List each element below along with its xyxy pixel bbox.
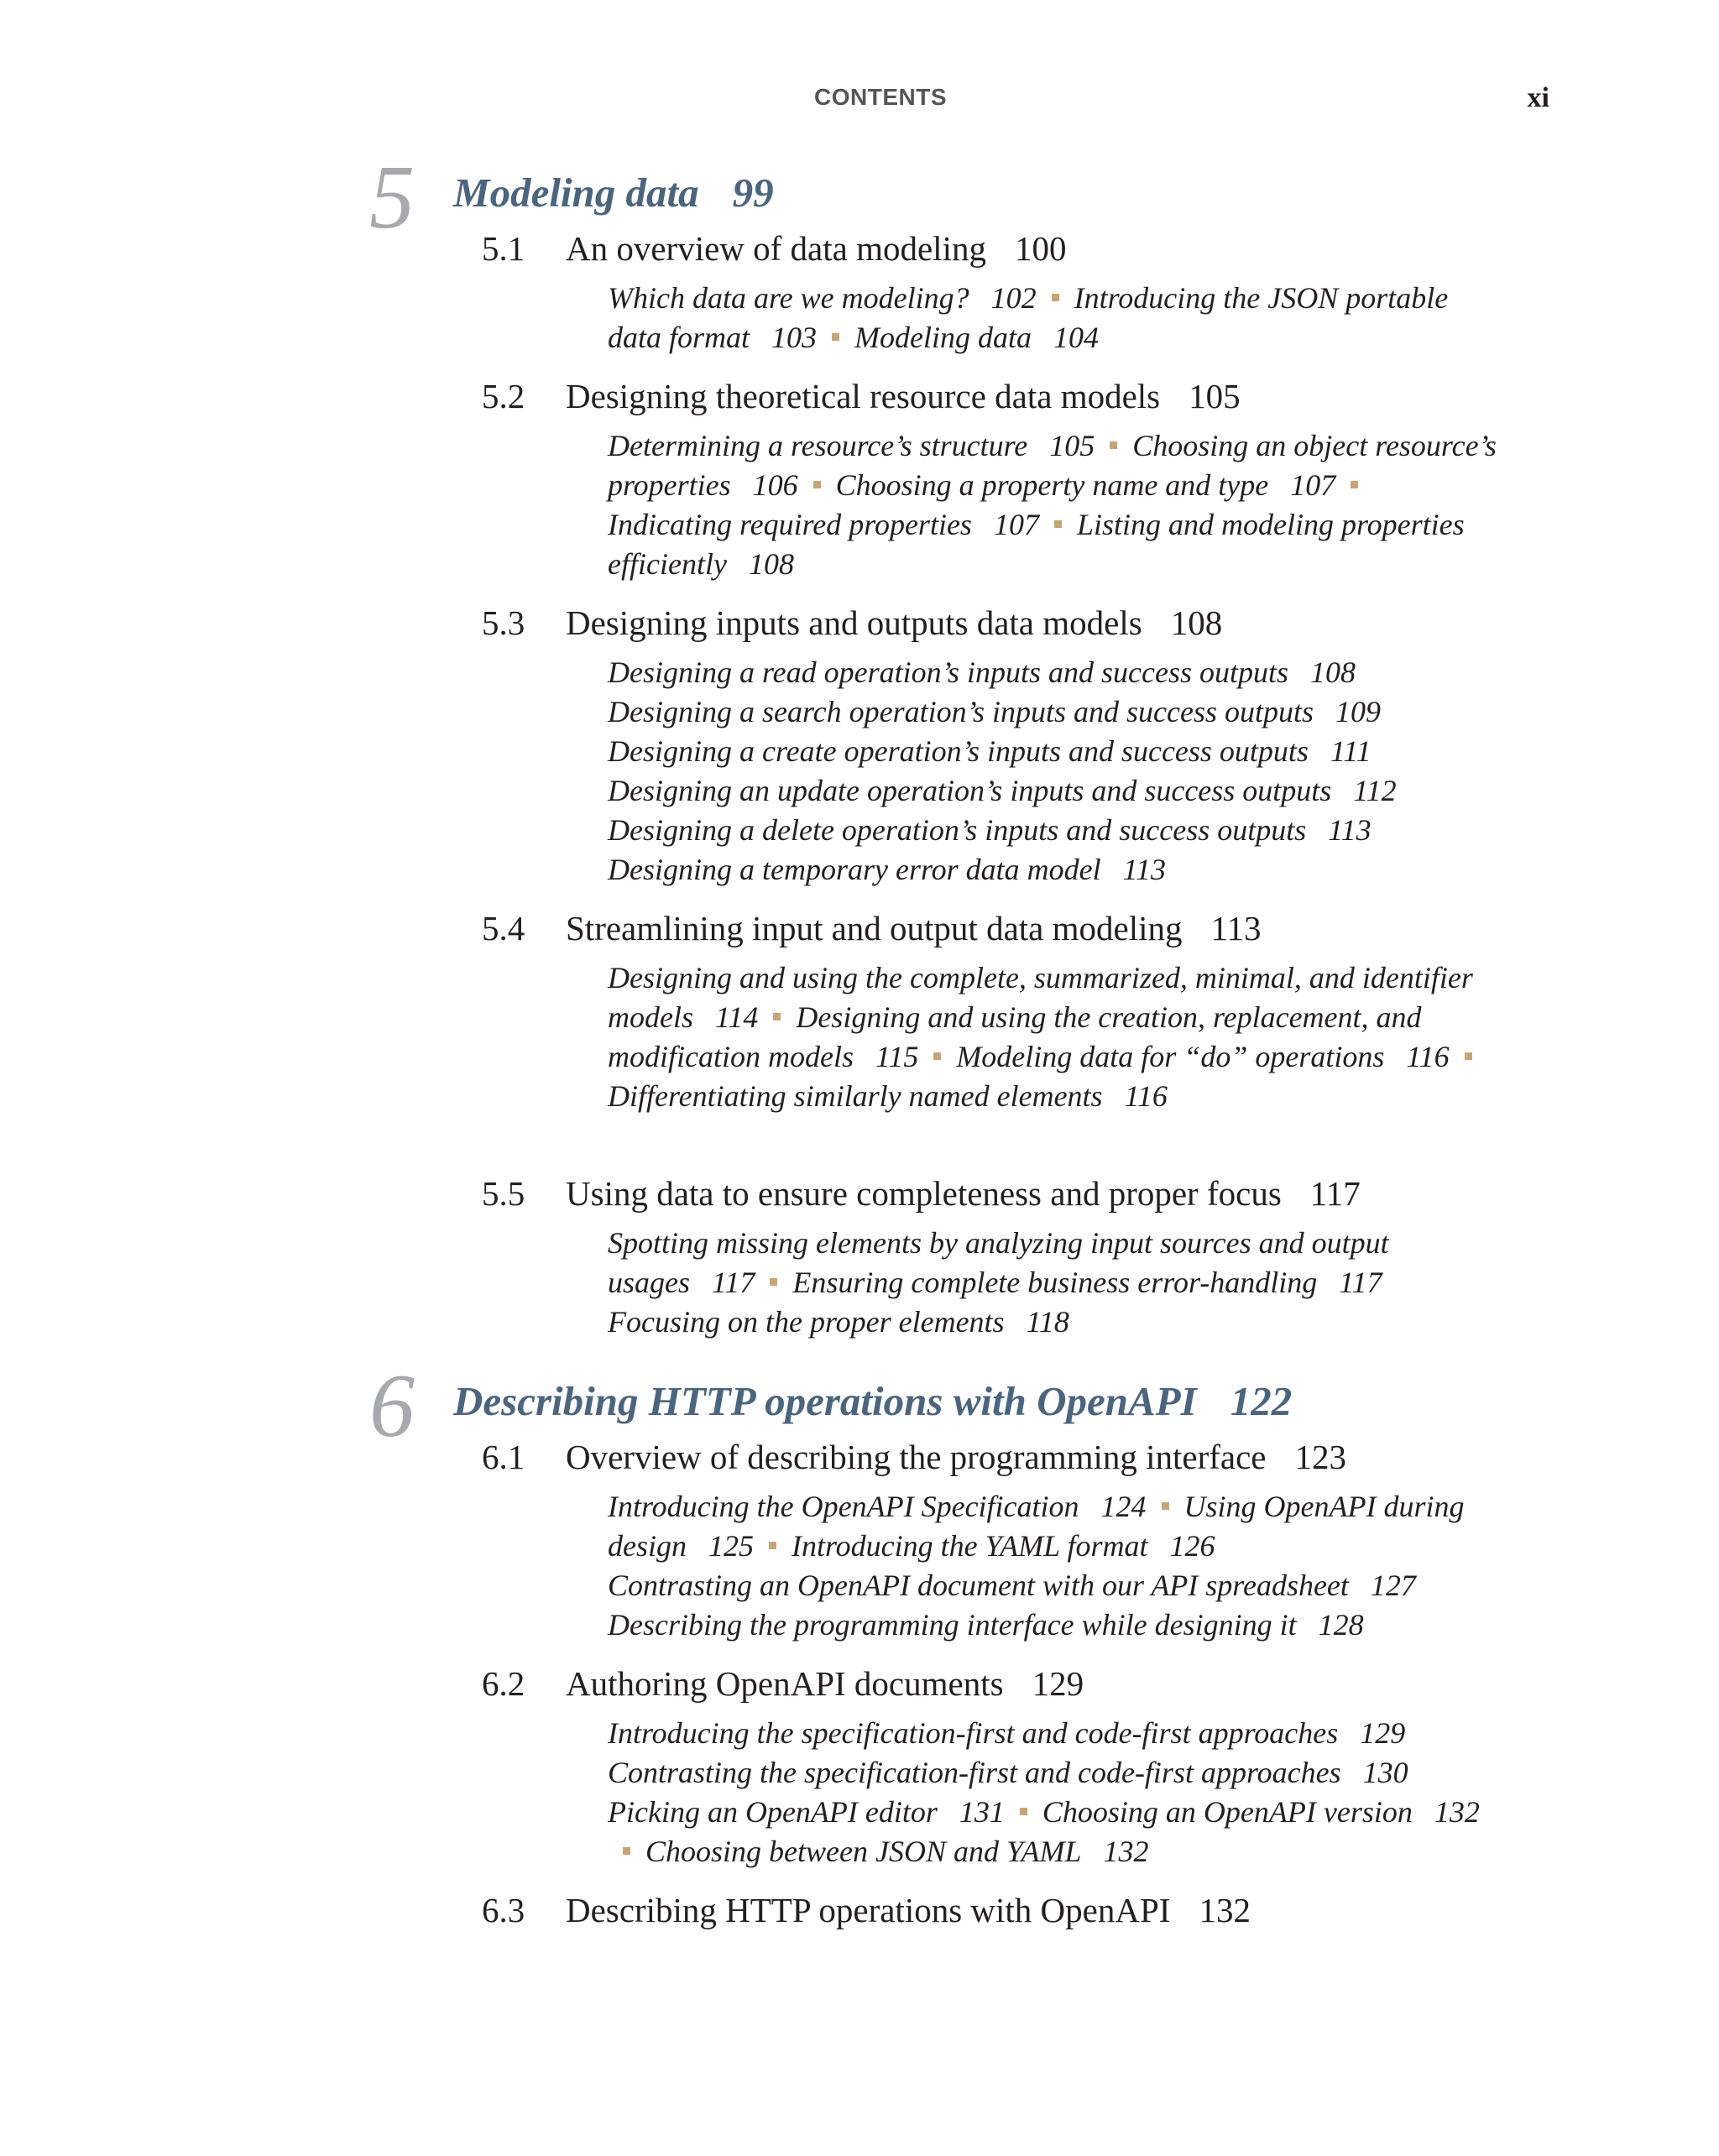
subsection-page: 106 [752,468,798,502]
subsection-page: 127 [1370,1569,1416,1602]
bullet-separator [813,481,821,488]
bullet-separator [770,1278,777,1286]
section-page: 105 [1189,377,1241,415]
subsection-line [608,811,1497,850]
section-page: 100 [1014,229,1067,268]
subsection-title: Describing the programming interface while designing it [608,1608,1297,1642]
section-entry [482,1887,1251,1934]
section-entry [482,373,1241,420]
subsection-page: 132 [1103,1835,1149,1868]
subsection-page: 105 [1049,429,1095,462]
subsection-title: Listing and modeling properties efficiently [608,508,1465,581]
chapter-title [453,1376,1292,1427]
subsection-page: 112 [1353,774,1397,807]
subsection-page: 113 [1328,813,1372,847]
subsection-title: Determining a resource’s structure [608,429,1028,462]
subsection-title: Contrasting an OpenAPI document with our API spreadsheet [608,1569,1349,1602]
subsection-page: 113 [1122,853,1166,886]
subsection-title: Introducing the OpenAPI Specification [608,1490,1079,1523]
section-number: 5.3 [482,603,525,642]
section-page: 117 [1309,1174,1361,1213]
section-number: 5.4 [482,909,525,947]
subsection-title: Choosing between JSON and YAML [645,1835,1082,1868]
section-title: Authoring OpenAPI documents [566,1664,1004,1703]
bullet-separator [1162,1502,1169,1510]
chapter-title [453,168,774,218]
subsection-title: Designing and using the complete, summarized, minimal, and identifier models [608,961,1473,1034]
subsection-list [608,653,1497,890]
subsection-title: Picking an OpenAPI editor [608,1795,938,1829]
section-page: 113 [1210,909,1262,947]
subsection-page: 108 [1309,655,1356,689]
bullet-separator [933,1052,941,1060]
section-number: 6.3 [482,1891,525,1929]
subsection-title: Indicating required properties [608,508,972,541]
subsection-list [608,426,1497,584]
section-entry [482,905,1261,952]
section-title: Designing theoretical resource data models [566,377,1161,415]
section-title: Overview of describing the programming interface [566,1438,1267,1476]
section-page: 132 [1199,1891,1251,1929]
subsection-line [608,771,1497,811]
subsection-page: 131 [959,1795,1005,1829]
subsection-title: Designing a temporary error data model [608,853,1101,886]
section-number: 5.2 [482,377,525,415]
bullet-separator [1465,1052,1472,1060]
subsection-page: 104 [1053,321,1099,354]
section-entry [482,225,1066,272]
subsection-page: 124 [1100,1490,1147,1523]
subsection-page: 126 [1169,1529,1215,1563]
section-page: 123 [1294,1438,1346,1476]
subsection-list [608,1487,1497,1645]
running-title: CONTENTS [814,84,947,110]
subsection-title: Choosing an OpenAPI version [1042,1795,1413,1829]
subsection-page: 111 [1330,734,1372,768]
bullet-separator [1052,294,1059,301]
subsection-title: Introducing the specification-first and code-first approaches [608,1716,1339,1750]
subsection-line [608,653,1497,692]
section-page: 108 [1170,603,1223,642]
section-number: 6.2 [482,1664,525,1703]
section-number: 5.1 [482,229,525,268]
subsection-line [608,692,1497,732]
subsection-title: Designing a read operation’s inputs and success outputs [608,655,1288,689]
subsection-page: 115 [875,1040,919,1073]
section-title: Describing HTTP operations with OpenAPI [566,1891,1171,1929]
chapter-page: 122 [1230,1378,1293,1424]
chapter-page: 99 [732,170,774,216]
bullet-separator [623,1847,630,1855]
subsection-title: Introducing the JSON portable data format [608,281,1449,354]
subsection-page: 108 [748,547,794,581]
section-entry [482,1170,1361,1217]
section-number: 6.1 [482,1438,525,1476]
bullet-separator [832,333,839,341]
section-page: 129 [1032,1664,1084,1703]
subsection-title: Designing and using the creation, replacement, and modification models [608,1000,1422,1073]
subsection-list [608,958,1497,1116]
subsection-title: Differentiating similarly named elements [608,1079,1103,1113]
subsection-list [608,1224,1497,1342]
chapter-title-text: Modeling data [453,170,699,216]
subsection-page: 103 [771,321,818,354]
subsection-title: Spotting missing elements by analyzing input sources and output usages [608,1226,1389,1299]
subsection-list [608,279,1497,358]
subsection-page: 132 [1434,1795,1480,1829]
subsection-page: 107 [993,508,1039,541]
subsection-line [608,850,1497,890]
section-title: Using data to ensure completeness and proper focus [566,1174,1282,1213]
subsection-page: 128 [1318,1608,1364,1642]
subsection-page: 118 [1026,1305,1069,1339]
subsection-title: Introducing the YAML format [792,1529,1148,1563]
subsection-page: 116 [1406,1040,1450,1073]
subsection-title: Using OpenAPI during design [608,1490,1465,1563]
subsection-page: 117 [712,1266,755,1299]
bullet-separator [773,1013,781,1021]
subsection-list [608,1714,1497,1871]
running-head [0,81,1719,117]
subsection-title: Choosing a property name and type [835,468,1269,502]
section-number: 5.5 [482,1174,525,1213]
subsection-title: Contrasting the specification-first and code-first approaches [608,1756,1341,1789]
subsection-title: Modeling data [854,321,1032,354]
bullet-separator [1054,520,1062,528]
section-entry [482,1433,1346,1480]
subsection-page: 102 [990,281,1037,315]
subsection-page: 125 [708,1529,754,1563]
chapter-title-text: Describing HTTP operations with OpenAPI [453,1378,1197,1424]
subsection-page: 130 [1362,1756,1408,1789]
bullet-separator [769,1542,776,1549]
bullet-separator [1020,1808,1027,1815]
subsection-title: Choosing an object resource’s properties [608,429,1497,502]
chapter-number: 5 [369,148,415,248]
subsection-page: 117 [1339,1266,1382,1299]
subsection-page: 129 [1360,1716,1406,1750]
section-title: Streamlining input and output data modeling [566,909,1183,947]
subsection-title: Focusing on the proper elements [608,1305,1005,1339]
bullet-separator [1110,441,1117,449]
chapter-number: 6 [369,1356,415,1456]
subsection-page: 116 [1124,1079,1168,1113]
section-title: An overview of data modeling [566,229,986,268]
subsection-page: 107 [1290,468,1336,502]
subsection-title: Designing a create operation’s inputs and success outputs [608,734,1309,768]
section-entry [482,1660,1084,1707]
subsection-title: Designing a search operation’s inputs and success outputs [608,695,1314,728]
subsection-title: Ensuring complete business error-handling [792,1266,1318,1299]
subsection-page: 114 [715,1000,759,1034]
page-number: xi [1527,82,1549,113]
section-entry [482,599,1222,646]
subsection-title: Designing a delete operation’s inputs and success outputs [608,813,1307,847]
bullet-separator [1351,481,1358,488]
subsection-line [608,732,1497,771]
subsection-page: 109 [1335,695,1381,728]
section-title: Designing inputs and outputs data models [566,603,1142,642]
subsection-title: Designing an update operation’s inputs and success outputs [608,774,1332,807]
subsection-title: Modeling data for “do” operations [956,1040,1385,1073]
subsection-title: Which data are we modeling? [608,281,969,315]
